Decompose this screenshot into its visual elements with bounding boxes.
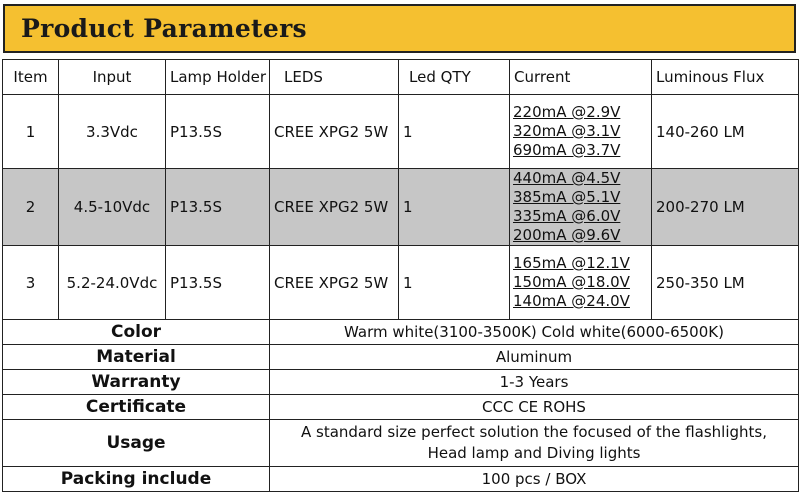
current-value: 385mA @5.1V: [513, 188, 621, 206]
lamp-holder-cell: P13.5S: [166, 95, 270, 169]
warranty-label: Warranty: [3, 370, 270, 395]
product-parameters-table: [2, 59, 799, 492]
usage-line-2: Head lamp and Diving lights: [427, 444, 641, 462]
current-value: 220mA @2.9V: [513, 103, 621, 121]
spec-row-material: [3, 345, 799, 370]
certificate-label: Certificate: [3, 395, 270, 420]
leds-cell: CREE XPG2 5W: [270, 246, 399, 320]
warranty-value: 1-3 Years: [270, 370, 799, 395]
header-luminous-flux: Luminous Flux: [652, 60, 799, 95]
spec-row-usage: [3, 420, 799, 467]
table-row: [3, 95, 799, 169]
header-led-qty: Led QTY: [399, 60, 510, 95]
current-value: 165mA @12.1V: [513, 254, 630, 272]
led-qty-cell: 1: [399, 246, 510, 320]
current-value: 440mA @4.5V: [513, 169, 621, 187]
lamp-holder-cell: P13.5S: [166, 169, 270, 246]
usage-line-1: A standard size perfect solution the focused of the flashlights,: [300, 423, 767, 441]
input-cell: 4.5-10Vdc: [59, 169, 166, 246]
current-value: 200mA @9.6V: [513, 226, 621, 244]
item-cell: 3: [3, 246, 59, 320]
color-value: Warm white(3100-3500K) Cold white(6000-6500K): [270, 320, 799, 345]
luminous-flux-cell: 200-270 LM: [652, 169, 799, 246]
usage-value: [270, 420, 799, 467]
current-value: 320mA @3.1V: [513, 122, 621, 140]
header-input: Input: [59, 60, 166, 95]
input-cell: 3.3Vdc: [59, 95, 166, 169]
usage-label: Usage: [3, 420, 270, 467]
current-cell: [510, 169, 652, 246]
spec-row-warranty: [3, 370, 799, 395]
spec-row-packing: [3, 467, 799, 492]
certificate-value: CCC CE ROHS: [270, 395, 799, 420]
header-current: Current: [510, 60, 652, 95]
current-value: 690mA @3.7V: [513, 141, 621, 159]
page-title: Product Parameters: [21, 14, 307, 43]
current-value: 150mA @18.0V: [513, 273, 630, 291]
current-value: 140mA @24.0V: [513, 292, 630, 310]
table-row: [3, 169, 799, 246]
led-qty-cell: 1: [399, 169, 510, 246]
header-item: Item: [3, 60, 59, 95]
spec-row-color: [3, 320, 799, 345]
item-cell: 1: [3, 95, 59, 169]
table-row: [3, 246, 799, 320]
packing-value: 100 pcs / BOX: [270, 467, 799, 492]
luminous-flux-cell: 140-260 LM: [652, 95, 799, 169]
header-leds: LEDS: [270, 60, 399, 95]
header-lamp-holder: Lamp Holder: [166, 60, 270, 95]
item-cell: 2: [3, 169, 59, 246]
current-cell: [510, 95, 652, 169]
luminous-flux-cell: 250-350 LM: [652, 246, 799, 320]
lamp-holder-cell: P13.5S: [166, 246, 270, 320]
material-value: Aluminum: [270, 345, 799, 370]
color-label: Color: [3, 320, 270, 345]
packing-label: Packing include: [3, 467, 270, 492]
current-value: 335mA @6.0V: [513, 207, 621, 225]
led-qty-cell: 1: [399, 95, 510, 169]
title-banner: [3, 4, 796, 53]
leds-cell: CREE XPG2 5W: [270, 169, 399, 246]
leds-cell: CREE XPG2 5W: [270, 95, 399, 169]
input-cell: 5.2-24.0Vdc: [59, 246, 166, 320]
table-header-row: [3, 60, 799, 95]
current-cell: [510, 246, 652, 320]
spec-row-certificate: [3, 395, 799, 420]
material-label: Material: [3, 345, 270, 370]
